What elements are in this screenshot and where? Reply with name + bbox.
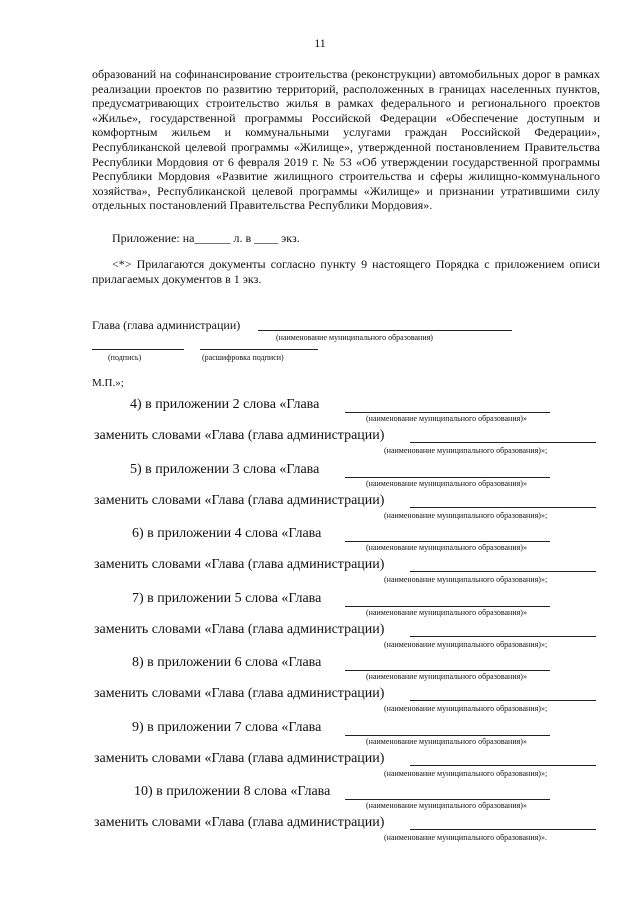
amendment-top-caption: (наименование муниципального образования)» bbox=[366, 414, 527, 423]
amendment-lead: 7) в приложении 5 слова «Глава bbox=[132, 590, 322, 606]
municipality-line bbox=[258, 330, 512, 331]
amendment-replace: заменить словами «Глава (глава администрации) bbox=[94, 686, 385, 701]
amendment-top-line bbox=[345, 799, 550, 800]
amendment-bottom-line bbox=[410, 700, 596, 701]
amendment-top-line bbox=[345, 735, 550, 736]
amendment-top-line bbox=[345, 477, 550, 478]
amendment-top-line bbox=[345, 541, 550, 542]
amendment-bottom-caption: (наименование муниципального образования)»; bbox=[384, 704, 548, 713]
amendment-lead: 9) в приложении 7 слова «Глава bbox=[132, 719, 322, 735]
signature-line bbox=[92, 349, 184, 350]
amendment-bottom-caption: (наименование муниципального образования)»; bbox=[384, 768, 548, 778]
decoding-caption: (расшифровка подписи) bbox=[202, 353, 284, 362]
amendment-bottom-line bbox=[410, 442, 596, 443]
amendment-replace: заменить словами «Глава (глава администрации) bbox=[94, 815, 385, 830]
amendment-bottom-line bbox=[410, 636, 596, 637]
amendment-lead: 4) в приложении 2 слова «Глава bbox=[130, 397, 320, 412]
amendment-replace: заменить словами «Глава (глава администрации) bbox=[94, 621, 385, 637]
amendment-top-caption: (наименование муниципального образования)» bbox=[366, 672, 527, 681]
stamp-mark: М.П.»; bbox=[92, 377, 124, 389]
amendment-top-line bbox=[345, 606, 550, 607]
page-number: 11 bbox=[314, 36, 326, 50]
amendment-replace: заменить словами «Глава (глава администрации) bbox=[94, 492, 385, 508]
amendment-bottom-caption: (наименование муниципального образования)». bbox=[384, 833, 547, 842]
amendment-lead: 8) в приложении 6 слова «Глава bbox=[132, 655, 322, 670]
head-label: Глава (глава администрации) bbox=[92, 318, 241, 332]
attachment-line: Приложение: на______ л. в ____ экз. bbox=[112, 231, 300, 245]
amendment-bottom-caption: (наименование муниципального образования)»; bbox=[384, 639, 548, 649]
amendment-lead: 10) в приложении 8 слова «Глава bbox=[134, 784, 331, 799]
amendment-top-caption: (наименование муниципального образования)» bbox=[366, 801, 527, 810]
amendment-bottom-line bbox=[410, 507, 596, 508]
amendment-top-line bbox=[345, 412, 550, 413]
amendment-top-caption: (наименование муниципального образования)» bbox=[366, 478, 527, 488]
amendment-top-line bbox=[345, 670, 550, 671]
signature-caption: (подпись) bbox=[108, 353, 142, 362]
amendment-lead: 6) в приложении 4 слова «Глава bbox=[132, 526, 322, 541]
decoding-line bbox=[200, 349, 318, 350]
amendment-bottom-caption: (наименование муниципального образования)»; bbox=[384, 510, 548, 520]
amendment-replace: заменить словами «Глава (глава администрации) bbox=[94, 428, 385, 443]
amendment-bottom-line bbox=[410, 829, 596, 830]
amendment-bottom-line bbox=[410, 765, 596, 766]
municipality-caption: (наименование муниципального образования) bbox=[276, 333, 433, 342]
amendment-replace: заменить словами «Глава (глава администрации) bbox=[94, 557, 385, 572]
footnote: <*> Прилагаются документы согласно пункту 9 настоящего Порядка с приложением описи прилагаемых документов в 1 экз. bbox=[92, 257, 600, 286]
amendment-top-caption: (наименование муниципального образования)» bbox=[366, 607, 527, 617]
amendment-bottom-caption: (наименование муниципального образования)»; bbox=[384, 575, 548, 584]
amendment-bottom-caption: (наименование муниципального образования)»; bbox=[384, 446, 548, 455]
amendment-top-caption: (наименование муниципального образования)» bbox=[366, 736, 527, 746]
amendment-lead: 5) в приложении 3 слова «Глава bbox=[130, 461, 320, 477]
amendment-replace: заменить словами «Глава (глава администрации) bbox=[94, 750, 385, 766]
amendment-bottom-line bbox=[410, 571, 596, 572]
main-paragraph: образований на софинансирование строительства (реконструкции) автомобильных дорог в рамках реализации проектов по развитию территорий, расположенных в границах населенных пунктов, предусматривающих строительство жилья в рамках федерального и регионального проектов «Жилье», государственной программы Российской Федерации «Обеспечение доступным и комфортным жильем и коммунальными услугами граждан Российской Федерации», Республиканской целевой программы «Жилище», утвержденной постановлением Правительства Республики Мордовия от 6 февраля 2019 г. № 53 «Об утверждении государственной программы Республики Мордовия «Развитие жилищного строительства и сферы жилищно-коммунального хозяйства», Республиканской целевой программы «Жилище» и признании утратившими силу отдельных постановлений Правительства Республики Мордовия». bbox=[92, 67, 600, 213]
amendment-top-caption: (наименование муниципального образования)» bbox=[366, 543, 527, 552]
